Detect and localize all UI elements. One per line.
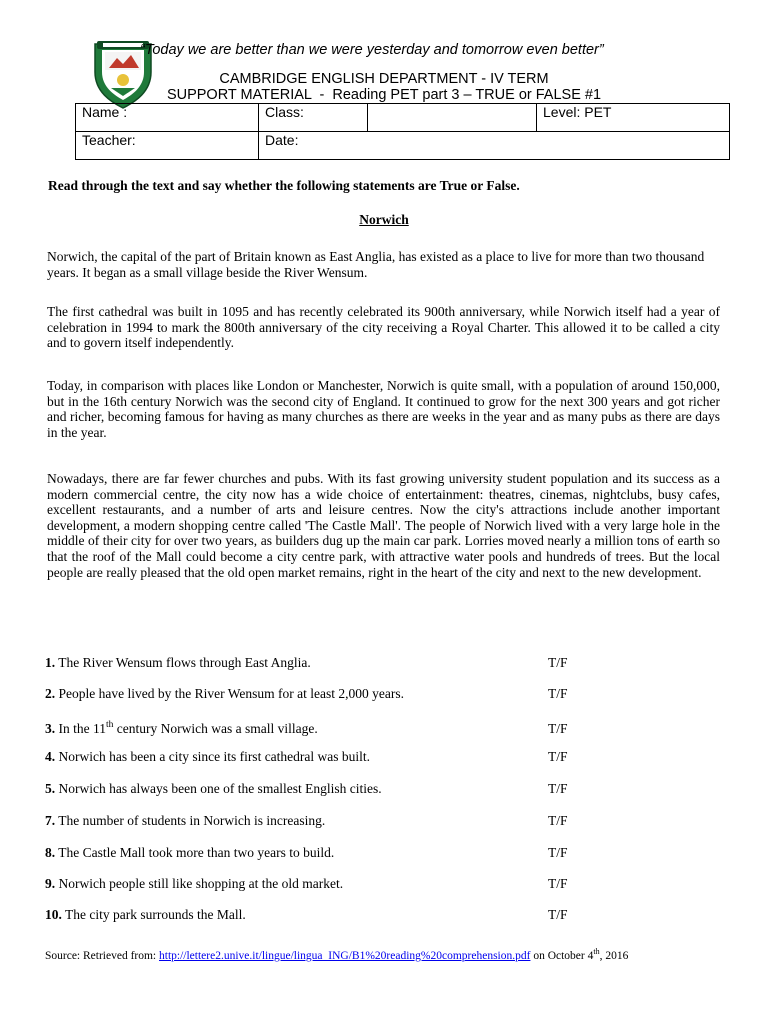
statement-text: In the 11th century Norwich was a small village.	[58, 719, 318, 736]
reading-title: Norwich	[359, 212, 409, 227]
true-false-option[interactable]: T/F	[548, 907, 568, 922]
paragraph-2: The first cathedral was built in 1095 and has recently celebrated its 900th anniversary, while Norwich itself had a year of celebration in 1994 to mark the 800th anniversary of the city receiving a Royal Charter. This allowed it to be called a city and to govern itself independently.	[47, 304, 720, 351]
department-heading: CAMBRIDGE ENGLISH DEPARTMENT - IV TERM	[219, 71, 549, 87]
statement-item: 3. In the 11th century Norwich was a small village. T/F	[45, 719, 568, 736]
level-field: Level: PET	[537, 104, 730, 132]
class-value-cell[interactable]	[368, 104, 537, 132]
true-false-option[interactable]: T/F	[548, 655, 568, 670]
name-field[interactable]: Name :	[76, 104, 259, 132]
statement-item: 5. Norwich has always been one of the smallest English cities. T/F	[45, 781, 568, 796]
support-material-heading: SUPPORT MATERIAL - Reading PET part 3 – TRUE or FALSE #1	[166, 87, 602, 103]
statement-item: 9. Norwich people still like shopping at the old market. T/F	[45, 876, 568, 891]
true-false-option[interactable]: T/F	[548, 876, 568, 891]
statement-text: Norwich people still like shopping at the old market.	[58, 876, 344, 891]
statement-text: The Castle Mall took more than two years to build.	[58, 845, 335, 860]
true-false-option[interactable]: T/F	[548, 749, 568, 764]
statement-text: The number of students in Norwich is increasing.	[58, 813, 326, 828]
instruction-text: Read through the text and say whether the following statements are True or False.	[48, 178, 520, 193]
true-false-option[interactable]: T/F	[548, 721, 568, 736]
school-motto: “Today we are better than we were yesterday and tomorrow even better”	[140, 42, 604, 58]
class-field[interactable]: Class:	[259, 104, 368, 132]
true-false-option[interactable]: T/F	[548, 813, 568, 828]
statement-text: People have lived by the River Wensum for at least 2,000 years.	[58, 686, 404, 701]
statement-text: The River Wensum flows through East Anglia.	[58, 655, 311, 670]
true-false-option[interactable]: T/F	[548, 781, 568, 796]
statement-item: 7. The number of students in Norwich is increasing. T/F	[45, 813, 568, 828]
paragraph-1: Norwich, the capital of the part of Britain known as East Anglia, has existed as a place to live for more than two thousand years. It began as a small village beside the River Wensum.	[47, 249, 705, 280]
statement-item: 4. Norwich has been a city since its first cathedral was built. T/F	[45, 749, 568, 764]
date-field[interactable]: Date:	[259, 132, 730, 160]
true-false-option[interactable]: T/F	[548, 686, 568, 701]
teacher-field[interactable]: Teacher:	[76, 132, 259, 160]
true-false-option[interactable]: T/F	[548, 845, 568, 860]
source-link[interactable]: http://lettere2.unive.it/lingue/lingua_ING/B1%20reading%20comprehension.pdf	[159, 950, 531, 962]
statement-text: Norwich has been a city since its first cathedral was built.	[58, 749, 371, 764]
paragraph-3: Today, in comparison with places like London or Manchester, Norwich is quite small, with a population of around 150,000, but in the 16th century Norwich was the second city of England. It continued to grow for the next 300 years and got richer and richer, becoming famous for having as many churches as there are weeks in the year and as many pubs as there are days in the year.	[47, 378, 720, 440]
statement-item: 1. The River Wensum flows through East Anglia. T/F	[45, 655, 568, 670]
statement-item: 2. People have lived by the River Wensum for at least 2,000 years. T/F	[45, 686, 568, 701]
statement-text: The city park surrounds the Mall.	[65, 907, 246, 922]
student-info-table	[75, 103, 730, 160]
statement-item: 10. The city park surrounds the Mall. T/F	[45, 907, 568, 922]
source-citation: Source: Retrieved from: http://lettere2.unive.it/lingue/lingua_ING/B1%20reading%20comprehension.pdf on October 4th, 2016	[45, 947, 629, 962]
paragraph-4: Nowadays, there are far fewer churches and pubs. With its fast growing university student population and its success as a modern commercial centre, the city now has a wide choice of entertainment: theatres, cinemas, nightclubs, busy cafes, excellent restaurants, and a number of arts and leisure centres. Now the city's attractions include another important development, a modern shopping centre called 'The Castle Mall'. The people of Norwich lived with a very large hole in the middle of their city for over two years, as builders dug up the main car park. Lorries moved nearly a million tons of earth so that the roof of the Mall could become a city centre park, with attractive water pools and hundreds of trees. But the local people are really pleased that the old open market remains, right in the heart of the city and next to the new development.	[47, 471, 720, 580]
statement-text: Norwich has always been one of the smallest English cities.	[58, 781, 382, 796]
statement-item: 8. The Castle Mall took more than two years to build. T/F	[45, 845, 568, 860]
